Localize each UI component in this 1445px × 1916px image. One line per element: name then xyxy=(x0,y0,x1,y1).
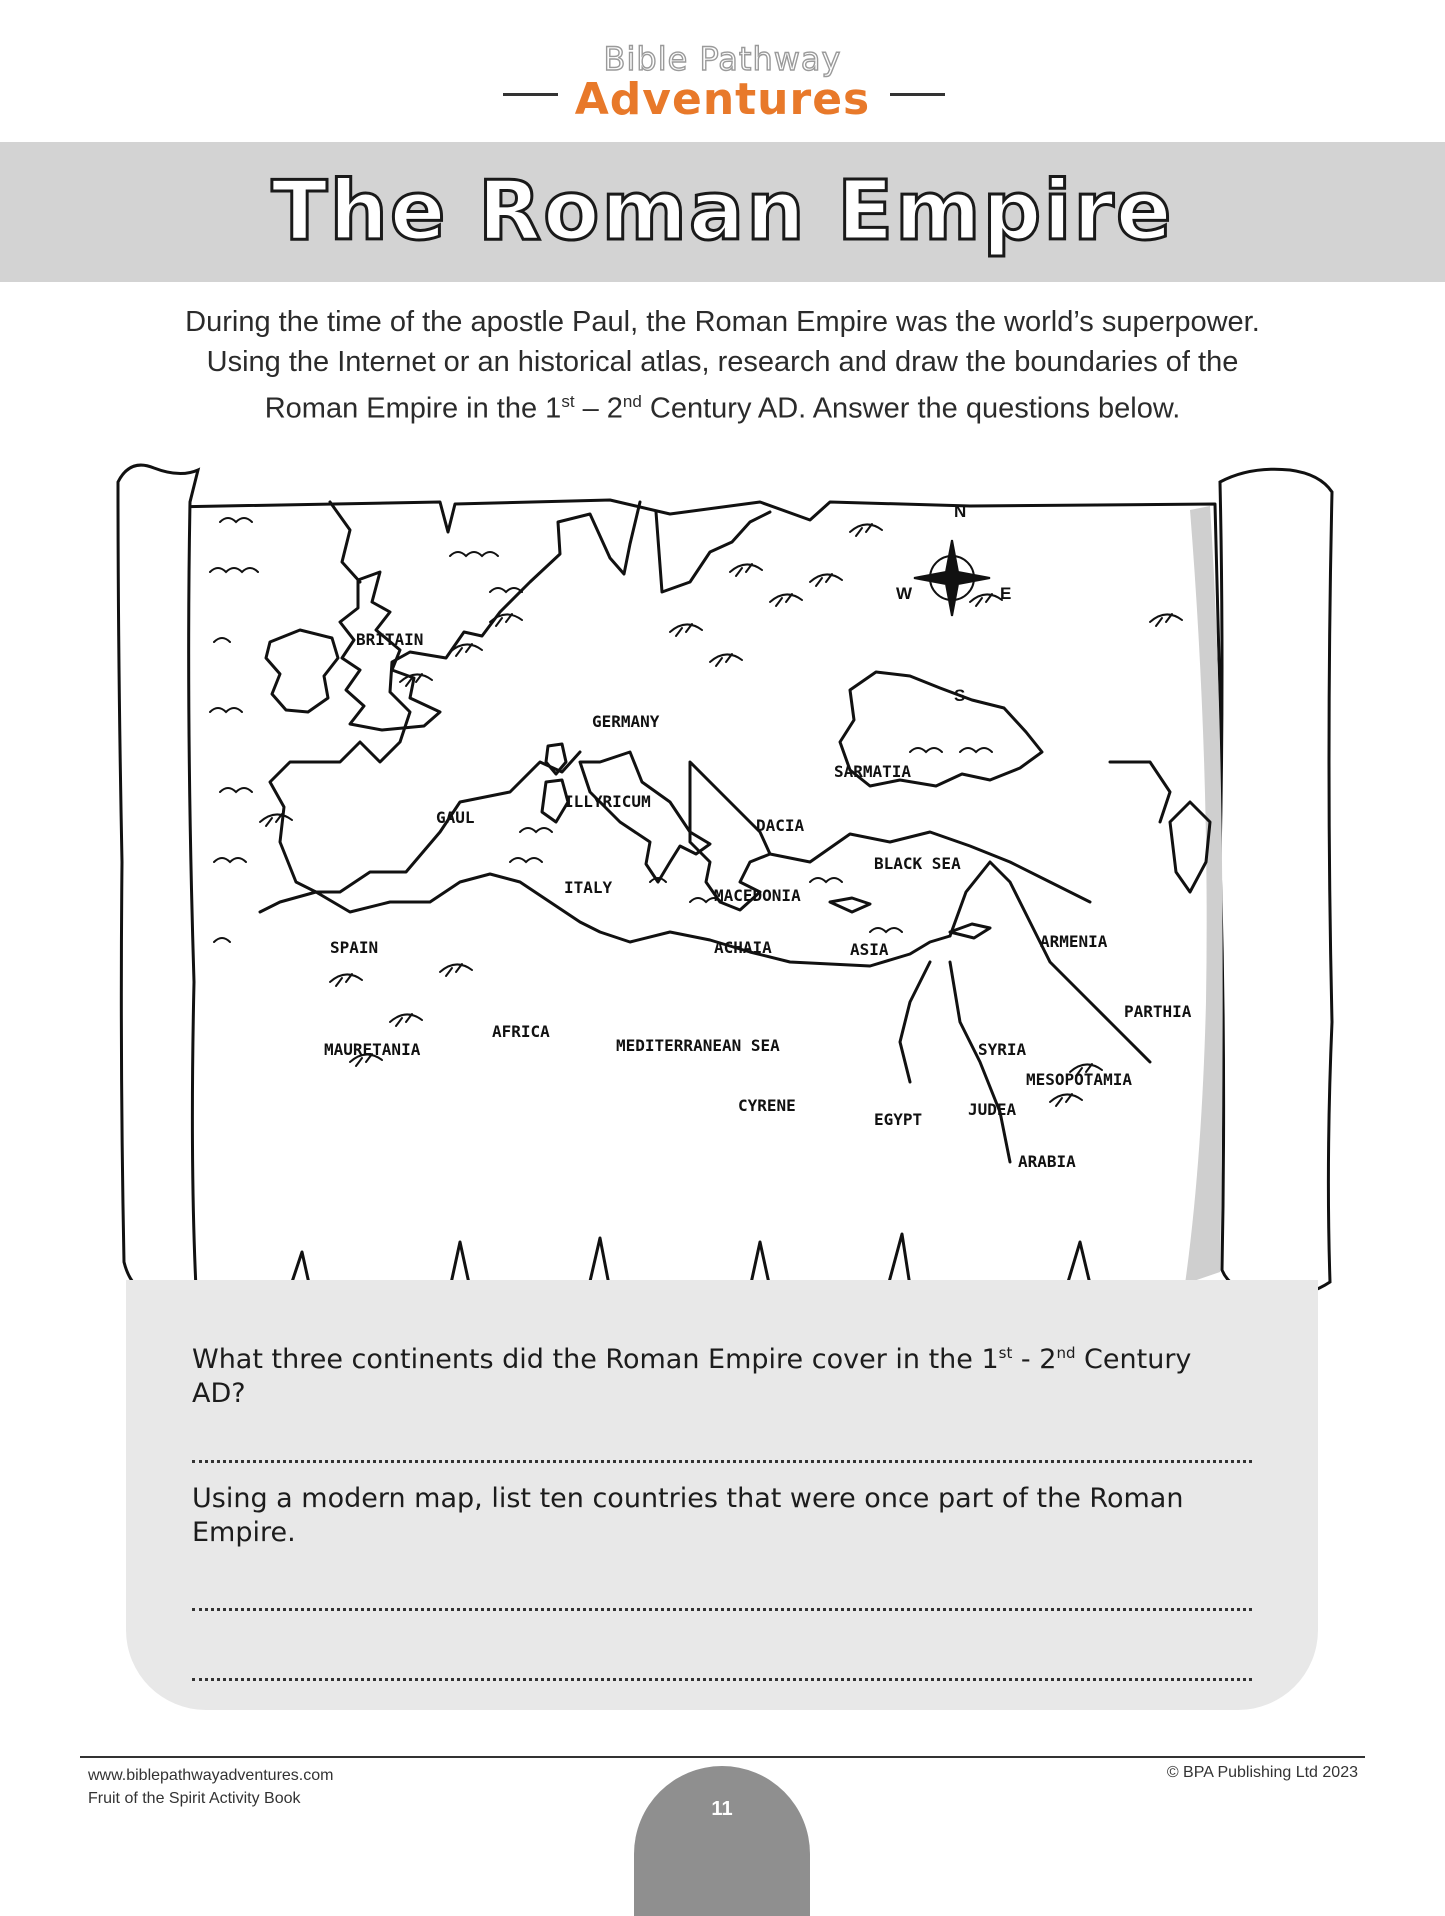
intro-line-3-b: – 2 xyxy=(574,392,623,425)
intro-line-3-a: Roman Empire in the 1 xyxy=(264,392,562,425)
label-dacia: DACIA xyxy=(756,816,805,835)
question-1-sup-1: st xyxy=(998,1344,1013,1362)
label-achaia: ACHAIA xyxy=(714,938,772,957)
question-1-text-c: Century AD? xyxy=(192,1344,1192,1409)
logo-line-2: Adventures xyxy=(574,74,871,125)
answer-line-2[interactable] xyxy=(192,1608,1252,1611)
label-asia: ASIA xyxy=(850,940,889,959)
compass-w: W xyxy=(896,584,913,603)
logo-line-1: Bible Pathway xyxy=(603,40,842,78)
scroll-map[interactable] xyxy=(110,462,1350,1302)
title-band xyxy=(0,142,1445,282)
label-sarmatia: SARMATIA xyxy=(834,762,912,781)
footer-book-title: Fruit of the Spirit Activity Book xyxy=(88,1790,301,1807)
label-gaul: GAUL xyxy=(436,808,475,827)
intro-line-3-c: Century AD. Answer the questions below. xyxy=(641,392,1181,425)
label-parthia: PARTHIA xyxy=(1124,1002,1192,1021)
footer-rule xyxy=(80,1756,1365,1758)
footer-copyright: © BPA Publishing Ltd 2023 xyxy=(1166,1764,1358,1781)
intro-line-2: Using the Internet or an historical atlas, research and draw the boundaries of the xyxy=(206,346,1239,378)
label-arabia: ARABIA xyxy=(1018,1152,1076,1171)
intro-sup-1: st xyxy=(561,392,575,411)
page-number: 11 xyxy=(711,1798,733,1820)
intro-sup-2: nd xyxy=(622,392,642,411)
label-cyrene: CYRENE xyxy=(738,1096,796,1115)
intro-paragraph xyxy=(100,302,1345,429)
intro-line-1: During the time of the apostle Paul, the Roman Empire was the world’s superpower. xyxy=(185,306,1260,338)
label-mediterranean-sea: MEDITERRANEAN SEA xyxy=(616,1036,780,1055)
label-mesopotamia: MESOPOTAMIA xyxy=(1026,1070,1132,1089)
brand-logo xyxy=(0,30,1445,130)
footer-website: www.biblepathwayadventures.com xyxy=(88,1767,334,1784)
page-number-tab xyxy=(634,1766,810,1916)
answer-line-1[interactable] xyxy=(192,1460,1252,1463)
label-syria: SYRIA xyxy=(978,1040,1027,1059)
compass-e: E xyxy=(1000,584,1012,603)
footer-left xyxy=(88,1764,333,1810)
label-black-sea: BLACK SEA xyxy=(874,854,961,873)
label-armenia: ARMENIA xyxy=(1040,932,1108,951)
label-macedonia: MACEDONIA xyxy=(714,886,801,905)
question-2: Using a modern map, list ten countries that were once part of the Roman Empire. xyxy=(192,1483,1184,1548)
answer-line-3[interactable] xyxy=(192,1678,1252,1681)
logo-dash-right xyxy=(890,93,945,96)
question-1-text-a: What three continents did the Roman Empire cover in the 1 xyxy=(192,1344,999,1375)
label-germany: GERMANY xyxy=(592,712,660,731)
question-1 xyxy=(192,1336,1252,1411)
intro-line-3 xyxy=(100,382,1345,429)
label-egypt: EGYPT xyxy=(874,1110,923,1129)
label-illyricum: ILLYRICUM xyxy=(564,792,651,811)
label-mauretania: MAURETANIA xyxy=(324,1040,421,1059)
question-1-text-b: - 2 xyxy=(1012,1344,1057,1375)
label-spain: SPAIN xyxy=(330,938,379,957)
label-britain: BRITAIN xyxy=(356,630,424,649)
compass-s: S xyxy=(954,686,966,705)
label-italy: ITALY xyxy=(564,878,613,897)
question-panel xyxy=(126,1280,1318,1710)
compass-n: N xyxy=(954,502,967,521)
question-1-sup-2: nd xyxy=(1056,1344,1076,1362)
map-drawing xyxy=(110,462,1350,1302)
label-judea: JUDEA xyxy=(968,1100,1017,1119)
page-title: The Roman Empire xyxy=(271,164,1174,259)
label-africa: AFRICA xyxy=(492,1022,550,1041)
